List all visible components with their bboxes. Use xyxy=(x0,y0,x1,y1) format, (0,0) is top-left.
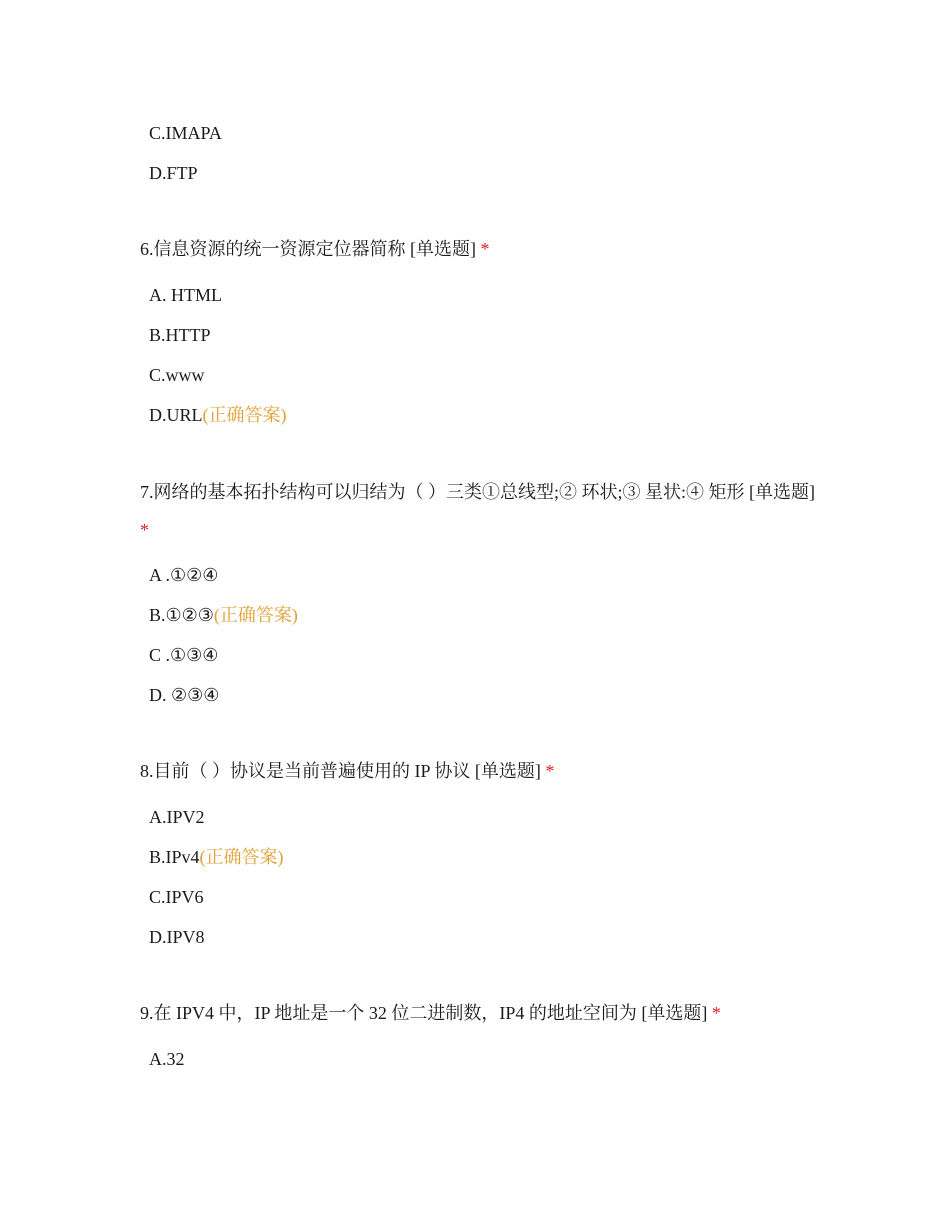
q6-option-c xyxy=(149,364,205,386)
option-text: D.URL xyxy=(149,405,203,425)
correct-answer-tag: (正确答案) xyxy=(202,405,287,425)
question-text: 9.在 IPV4 中，IP 地址是一个 32 位二进制数，IP4 的地址空间为 [单选题] xyxy=(140,1003,708,1023)
option-text: C.IMAPA xyxy=(149,123,222,143)
q7-option-b xyxy=(149,604,298,626)
option-text: B.IPv4 xyxy=(149,847,200,867)
question-8 xyxy=(140,752,820,790)
option-text: C .①③④ xyxy=(149,645,219,665)
question-text: 7.网络的基本拓扑结构可以归结为（ ）三类①总线型;② 环状;③ 星状:④ 矩形 [单选题] xyxy=(140,482,815,502)
q8-option-b xyxy=(149,846,284,868)
option-text: A .①②④ xyxy=(149,565,219,585)
question-6 xyxy=(140,230,820,268)
option-d-ftp xyxy=(149,162,198,184)
option-text: B.①②③ xyxy=(149,605,214,625)
required-mark: * xyxy=(545,761,555,781)
q7-option-a xyxy=(149,564,218,586)
correct-answer-tag: (正确答案) xyxy=(199,847,284,867)
question-text: 8.目前（ ）协议是当前普遍使用的 IP 协议 [单选题] xyxy=(140,761,541,781)
option-c-imapa xyxy=(149,122,222,144)
option-text: B.HTTP xyxy=(149,325,211,345)
q8-option-a xyxy=(149,806,205,828)
question-9 xyxy=(140,994,820,1032)
option-text: C.IPV6 xyxy=(149,887,204,907)
q9-option-a xyxy=(149,1048,185,1070)
question-7 xyxy=(140,473,820,549)
required-mark: * xyxy=(711,1003,721,1023)
question-text: 6.信息资源的统一资源定位器简称 [单选题] xyxy=(140,239,476,259)
option-text: D.IPV8 xyxy=(149,927,205,947)
option-text: D.FTP xyxy=(149,163,198,183)
q8-option-c xyxy=(149,886,204,908)
q6-option-b xyxy=(149,324,211,346)
option-text: C.www xyxy=(149,365,205,385)
option-text: D. ②③④ xyxy=(149,685,220,705)
q8-option-d xyxy=(149,926,205,948)
required-mark: * xyxy=(140,520,149,540)
q7-option-c xyxy=(149,644,218,666)
option-text: A. HTML xyxy=(149,285,222,305)
required-mark: * xyxy=(480,239,490,259)
option-text: A.IPV2 xyxy=(149,807,205,827)
q7-option-d xyxy=(149,684,219,706)
correct-answer-tag: (正确答案) xyxy=(213,605,298,625)
q6-option-a xyxy=(149,284,222,306)
q6-option-d xyxy=(149,404,287,426)
option-text: A.32 xyxy=(149,1049,185,1069)
